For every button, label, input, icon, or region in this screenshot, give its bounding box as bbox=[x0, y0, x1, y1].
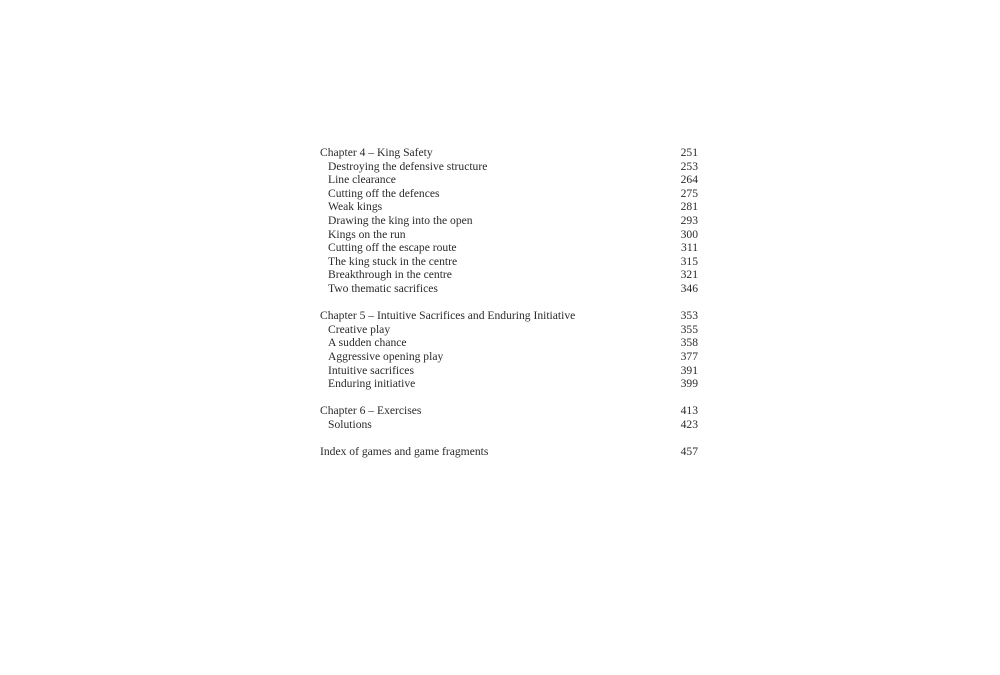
toc-entry-row bbox=[320, 377, 698, 391]
toc-entry-title: A sudden chance bbox=[328, 336, 407, 350]
toc-entry-title: Solutions bbox=[328, 417, 372, 431]
toc-page-number: 251 bbox=[680, 146, 698, 159]
toc-entry-row bbox=[320, 323, 698, 337]
toc-page-number: 358 bbox=[680, 336, 698, 350]
toc-chapter-title: Chapter 6 – Exercises bbox=[320, 404, 422, 418]
toc-page-number: 311 bbox=[681, 241, 698, 255]
toc-entry-title: Creative play bbox=[328, 322, 391, 336]
toc-page-number: 253 bbox=[680, 159, 698, 173]
toc-page-number: 281 bbox=[680, 200, 698, 214]
toc-entry-title: Two thematic sacrifices bbox=[328, 281, 438, 295]
toc-page-number: 399 bbox=[680, 377, 698, 391]
toc-page-number: 275 bbox=[680, 186, 698, 200]
toc-entry-title: Aggressive opening play bbox=[328, 349, 444, 363]
toc-chapter-row bbox=[320, 146, 698, 160]
toc-page-number: 377 bbox=[680, 349, 698, 363]
toc-entry-row bbox=[320, 160, 698, 174]
toc-entry-title: Kings on the run bbox=[328, 227, 406, 241]
toc-page-number: 413 bbox=[680, 404, 698, 418]
toc-entry-row bbox=[320, 173, 698, 187]
toc-entry-title: Destroying the defensive structure bbox=[328, 159, 488, 173]
toc-page-number: 457 bbox=[680, 445, 698, 459]
toc-entry-row bbox=[320, 336, 698, 350]
table-of-contents bbox=[320, 146, 698, 472]
toc-entry-title: Cutting off the escape route bbox=[328, 241, 457, 255]
toc-section-chapter-4 bbox=[320, 146, 698, 296]
toc-entry-row bbox=[320, 268, 698, 282]
toc-entry-row bbox=[320, 214, 698, 228]
toc-section-index bbox=[320, 445, 698, 459]
toc-entry-title: The king stuck in the centre bbox=[328, 254, 458, 268]
toc-entry-row bbox=[320, 350, 698, 364]
toc-chapter-title: Chapter 5 – Intuitive Sacrifices and Enduring Initiative bbox=[320, 309, 576, 323]
toc-page-number: 423 bbox=[680, 417, 698, 431]
toc-chapter-row bbox=[320, 309, 698, 323]
toc-page-number: 315 bbox=[680, 254, 698, 268]
toc-entry-row bbox=[320, 241, 698, 255]
toc-entry-row bbox=[320, 228, 698, 242]
toc-section-chapter-5 bbox=[320, 309, 698, 391]
toc-page-number: 355 bbox=[680, 322, 698, 336]
toc-entry-row bbox=[320, 255, 698, 269]
toc-entry-row bbox=[320, 364, 698, 378]
toc-chapter-title: Index of games and game fragments bbox=[320, 445, 489, 459]
toc-entry-title: Line clearance bbox=[328, 173, 396, 187]
toc-entry-title: Enduring initiative bbox=[328, 377, 416, 391]
toc-entry-row bbox=[320, 200, 698, 214]
toc-page-number: 391 bbox=[680, 363, 698, 377]
toc-entry-title: Cutting off the defences bbox=[328, 186, 440, 200]
toc-entry-row bbox=[320, 282, 698, 296]
toc-page-number: 321 bbox=[680, 268, 698, 282]
toc-chapter-title: Chapter 4 – King Safety bbox=[320, 146, 433, 159]
toc-chapter-row bbox=[320, 404, 698, 418]
toc-section-chapter-6 bbox=[320, 404, 698, 431]
toc-entry-title: Intuitive sacrifices bbox=[328, 363, 414, 377]
toc-entry-row bbox=[320, 187, 698, 201]
toc-entry-title: Weak kings bbox=[328, 200, 383, 214]
toc-chapter-row bbox=[320, 445, 698, 459]
toc-entry-row bbox=[320, 418, 698, 432]
toc-page-number: 300 bbox=[680, 227, 698, 241]
toc-page-number: 353 bbox=[680, 309, 698, 323]
toc-entry-title: Breakthrough in the centre bbox=[328, 268, 452, 282]
toc-page-number: 293 bbox=[680, 213, 698, 227]
toc-entry-title: Drawing the king into the open bbox=[328, 213, 473, 227]
toc-page-number: 264 bbox=[680, 173, 698, 187]
toc-page-number: 346 bbox=[680, 281, 698, 295]
